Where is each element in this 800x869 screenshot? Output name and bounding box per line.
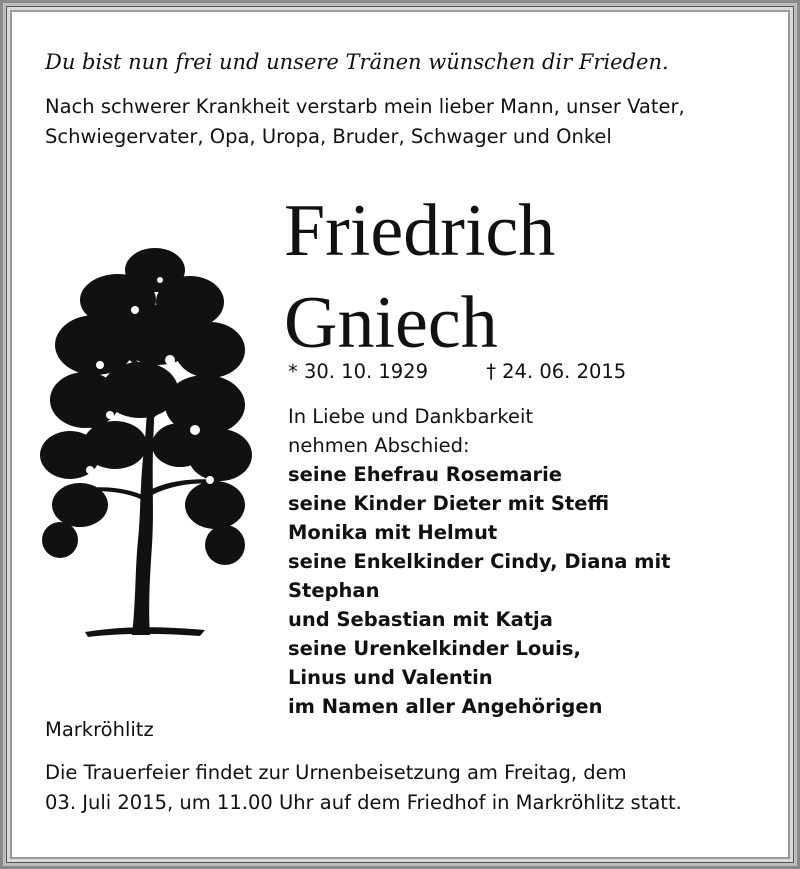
mourner-line: seine Urenkelkinder Louis, [288, 637, 581, 660]
mourner-line: und Sebastian mit Katja [288, 608, 553, 631]
intro-text [45, 92, 775, 152]
motto: Du bist nun frei und unsere Tränen wünschen dir Frieden. [45, 50, 669, 74]
death-date: † 24. 06. 2015 [486, 360, 627, 383]
funeral-line: Die Trauerfeier findet zur Urnenbeisetzung am Freitag, dem [45, 761, 627, 784]
mourning-intro-line: nehmen Abschied: [288, 434, 470, 457]
birch-tree-icon [40, 240, 255, 645]
first-name: Friedrich [284, 190, 556, 272]
funeral-info [45, 758, 775, 818]
mourner-line: seine Enkelkinder Cindy, Diana mit Stephan [288, 550, 671, 602]
birth-date: * 30. 10. 1929 [288, 360, 428, 383]
mourner-line: seine Kinder Dieter mit Steffi [288, 492, 610, 515]
life-dates [288, 360, 688, 383]
intro-line: Nach schwerer Krankheit verstarb mein lieber Mann, unser Vater, [45, 95, 685, 118]
mourner-line: im Namen aller Angehörigen [288, 695, 603, 718]
deceased-name [284, 185, 555, 369]
intro-line: Schwiegervater, Opa, Uropa, Bruder, Schwager und Onkel [45, 125, 612, 148]
mourning-intro-line: In Liebe und Dankbarkeit [288, 405, 534, 428]
mourner-line: Monika mit Helmut [288, 521, 498, 544]
funeral-line: 03. Juli 2015, um 11.00 Uhr auf dem Friedhof in Markröhlitz statt. [45, 791, 682, 814]
mourner-line: Linus und Valentin [288, 666, 493, 689]
mourner-line: seine Ehefrau Rosemarie [288, 463, 563, 486]
place: Markröhlitz [45, 718, 154, 741]
mourners-block [288, 402, 768, 721]
last-name: Gniech [284, 282, 498, 364]
